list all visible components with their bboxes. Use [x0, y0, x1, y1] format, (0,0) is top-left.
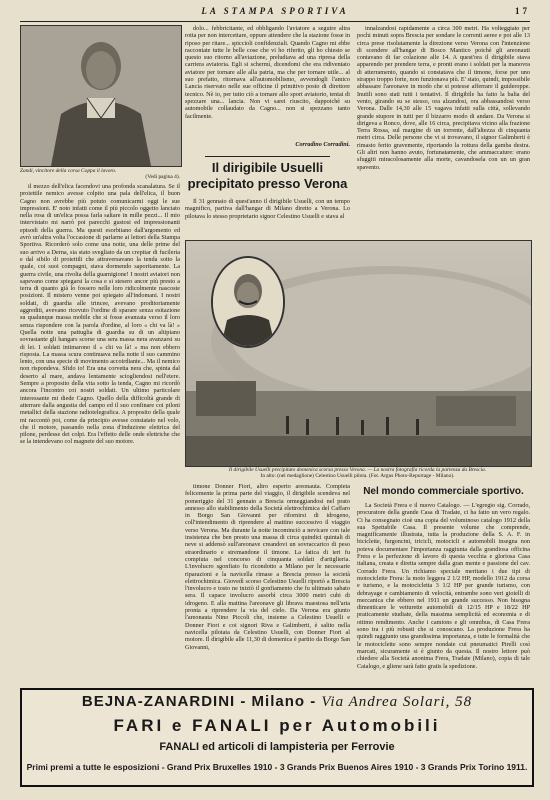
- ad-awards-line: Primi premi a tutte le esposizioni - Grand Prix Bruxelles 1910 - 3 Grands Prix Buenos Aires 1910 - 3 Grands Prix Torino 1911.: [26, 762, 528, 772]
- lamp-advertisement: [20, 688, 534, 787]
- zandi-caption: Zandi, vincitore della corsa Coppa il lavoro.: [20, 168, 117, 174]
- column-1-text: [20, 183, 180, 681]
- column-2-lower-text: [185, 483, 350, 681]
- airship-caption-credit: In alto: (nel medaglione) Celestino Usuelli pilota. (Fot. Argus Photo-Reportage - Milano).: [260, 473, 455, 479]
- section-divider: [205, 156, 330, 157]
- article-intro-text: [185, 198, 350, 236]
- ad-subline: FANALI ed articoli di lampisteria per Ferrovie: [159, 741, 395, 753]
- pilot-medallion: [211, 256, 285, 348]
- column-2-lower-paragraph: timone Donner Fiori, altro esperto areonauta. Compieta felicemente la prima parte del viaggio, il dirigibile scendeva nel pomeriggio del 31 gennaio a Brescia ormeggiandosi nel prato annesso allo stabilimento della Società elettrochimica del Caffaro in Borgo San Giovanni per rifornirsi di idrogeno, coll'intendimento di riprendere al mattino successivo il viaggio verso Verona. Ma durante la notte incominciò a nevicare con tale insistenza che ben presto una massa di circa quindici quintali di neve si addensò sull'areonave creandovi un sovraccarico di peso straordinario e stremandone il timone. La fatica di ieri fu compiuta nel concorso di cinquanta soldati d'artiglieria. L'involucro sgonfiato fu ricondotto a Milano per le necessarie riparazioni e la navicella rimase a Brescia presso la società elettrochimica. Giovedì scorso Celestino Usuelli riportò a Brescia l'involucro e tosto ne iniziò il gonfiamento che fu ultimato sabato sera. Il capace involucro assorbì circa 3000 metri cubi di idrogeno. E alla mattina l'areonave gli librava maestosa nell'aria pronta a riprendere la via del cielo. Da Verona era giunto l'areonauta Nino Piccoli che, insieme a Celestino Usuelli e Donner Fiori e coi signori Riva e Galimberti, è salito nella navicella pilotata da Celestino Usuelli, con Donner Fiori al motore. Il dirigibile alle 11,30 di domenica è partito da Borgo San Giovanni,: [185, 483, 350, 651]
- cyclist-portrait-image: [21, 26, 181, 166]
- zandi-caption-ref: (Vedi pagina 4).: [145, 174, 180, 180]
- masthead-title: LA STAMPA SPORTIVA: [201, 6, 349, 16]
- column-3-paragraph: innalzandosi rapidamente a circa 300 metri. Ha volteggiato per pochi minuti sopra Brescia per sondare le correnti aeree e poi alle 13 circa prese risolutamente la direzione verso Verona con l'intenzione di scendere all'hangar di Bosco Mantico poichè gli areonauti contavano di far colazione alle 14. A quest'ora il dirigibile stava apparendo per prendere terra, e pronti erano i soldati per la manovra di atterramento, quando si constatava che il timone, forse per uno strappo troppo forte, non funzionava più. E' stato, quindi, impossibile abbassare l'areonave in modo che si potesse afferrare il guideroppe. Inutili sono stati tutti i tentativi. Il dirigibile ha fatto la balia del vento, girando su se stesso, ora alzandosi, ora abbassandosi verso Verona. Dalle 14,30 alle 15 vagava infatti sulla città, sollevando grande stupore in tutti per il bizzarro modo di andare. Da Verona si dirigeva a Ronco, dove, alle 16 circa, precipitava vicino alla frazione Terra Rossa, sul margine di un torrente, dall'altezza di cinquanta metri circa. Delle persone che vi si trovavano, il signor Galimberti è rimasto ferito gravemente, riportando la rottura della gamba destra. Gli altri non hanno avuto, fortunatamente, che ammaccature: erano sfuggiti miracolosamente alla morte, cavandosela con un un gran spavento.: [357, 25, 530, 171]
- commercial-section-paragraph: La Società Frera e il nuovo Catalogo. — L'egregio sig. Corrado, procuratore della grande Casa di Tradate, ci ha fatto un vero regalo. Ci ha consegnato cioè una copia del voluminoso catalogo 1912 della sua Spettabile Casa. Il presente volume che comprende, magnificamente illustrata, tutta la produzione della S. A. F. in biciclette, furgoncini, tricicli, motocicli e automobili insegna non poteva documentare l'importanza raggiunta dalla grandiosa officina Frera e la perfezione di lavoro di questa vecchia e gloriosa Casa italiana, creata e diretta sempre dalla gran mente e passione del cav. Corrado Frera. Un richiamo speciale meritano i due tipi di motociclette Frera: la moto leggera 2 1/2 HP, modello 1912 da corsa e turismo, e la motocicletta 3 1/2 HP per grande turismo, con debrayage e cambiamento di velocità, entrambe sono veri gioielli di meccanica che ebbero nel 1911 un grande successo. Non bisogna dimenticare le vetturette automobili di 12/15 HP e 18/22 HP praticamente studiate, della massima semplicità ed economia e di ottimo rendimento. Anche i camions e gli omnibus, di Casa Frera sono tra i più robusti che si conoscano. La produzione Frera ha quindi raggiunto una grandissima importanza, e tutte le formalità che le motociclette sono sempre nondate cui pneumatici Pirelli così marcati, sicuramente si è giunto da questa. Il nostro lettore può chiedere alla Società anonima Frera, Tradate (Milano), copia di tale Catalogo, e gliene sarà fatto gratis la spedizione.: [357, 502, 530, 670]
- airship-photo: [185, 240, 532, 467]
- ad-headline: FARI e FANALI per Automobili: [113, 716, 441, 735]
- airship-caption: Il dirigibile Usuelli precipitato domenica scorsa presso Verona. — La nostra fotografia ricorda la partenza da Brescia.: [228, 467, 487, 473]
- column-2-paragraph: dolo... febbricitante, ed obbligando l'aviatore a seguire altra rotta per non intercettare, oppure attendere che la stazione fosse in riposo per ritare... spiccioli confidenziali. Quando Cagno mi ebbe raccontate tutte le belle cose che vi ho riferito, gli ho chiesto se questo suo ritorno all'aviazione, preludiava ad una ripresa della carriera aviatoria. Egli si schermì, dicendomi che era ridiventato aviatore per tornare alle alla patria, ma che per tornare utile... al suo prefatto, ritornava all'automobilismo, avvendogli l'amico Lancia riservato nelle sue officine il primitivo posto di direttore tecnico. Nè io, per tutto ciò a tornare allo sport aviatorio, tentai di spezzare una... lancia. Non vi sarei riuscito, dappoichè su automobile collaudato da Cagno... non si spezzano tanto facilmente.: [185, 25, 350, 120]
- ad-brand: BEJNA-ZANARDINI - Milano -: [81, 693, 317, 710]
- column-2-text: [185, 25, 350, 141]
- page-number: 17: [515, 6, 530, 16]
- ad-brand-line: [22, 693, 532, 711]
- article-intro-paragraph: Il 31 gennaio di quest'anno il dirigibile Usuelli, con un tempo magnifico, partiva dall'hangar di Milano diretto a Verona. Lo pilotava lo stesso proprietario signor Celestino Usuelli e stava al: [185, 198, 350, 220]
- commercial-section-text: [357, 502, 530, 681]
- column-1-paragraph: il mezzo dell'elica facendovi una profonda scanalatura. Se il proiettile nemico avesse colpito una pala dell'elica, il buon Cagno non avrebbe più potuto comunicarmi oggi le sue impressioni. E' noto infatti come il più piccolo oggetto lanciato nella rosa di un'elica possa farla saltare in mille pezzi... Il mio intervistato mi narrò poi parecchi gustosi ed impressionanti episodi della guerra. Ma questi esorbitano dall'argomento ed avrò un'altra volta l'occasione di parlarne ai lettori della Stampa Sportiva. Ricorderò solo come una notte, una delle prime del suo arrivo a Derna, sia stato svegliato da un crepitar di fucileria e dal sibilo di proiettili che attraversavano la tenda sotto la quale, coi suoi compagni, stava dormendo saporitamente. La guerra civile, una rivolta della guarnigione! I nostri aviatori non sapevano come spiegarsi la cosa e si stesero ancor più presto a terra di quanto già lo fossero nelle loro ridicolmente nascoste posizioni. Il mistero venne poi spiegato all'indomani. I nostri soldati, di guardia alle trincee, avevano proditoriamente aggrediti, avevano ricevuto l'ordine di sparare senza esitazione su qualunque massa mobile che si fosse avanzata verso il loro senza rispondere con la parola d'ordine, al loro « chi va là! » Quella notte una pattuglia di guardia su di un altipiano sovrastante gli hangars scorse una sera massa nera avanzarsi su di lei. I soldati intimarono il « chi va là! » ma non ebbero risposta. La massa scura continuava nella notte il suo cammino lento, con una specie di movimento accoirdiante... Ma il nemico non rispondeva. Sfido io! Era una corvetta nera che, spinta dal deserto al mare, andava lentamente sciogliendosi nell'etere. Sempre a proposito della vita sotto la tenda, Cagno mi ricordò ancora l'incontro coi nostri soldati. Un ultimo particolare interessante mi diede Cagno. Quello della difficoltà grande di atterrare dalla angustia del campo ed il suo confinare coi piloni metallici della stazione radiotelegrafica. A proposito della quale mi raccontò poi, come da principio avesse constatato nel volo, che il motore, passando nella zona d'induzione elettrica del pilone, perdesse dei colpi. Era l'effetto delle onde elettriche che se la intendevano col magnete del suo motore.: [20, 183, 180, 446]
- pilot-portrait-image: [213, 258, 283, 346]
- author-signature: Corradino Corradini.: [295, 141, 350, 148]
- commercial-section-title: Nel mondo commerciale sportivo.: [363, 486, 524, 497]
- ad-address: Via Andrea Solari, 58: [321, 694, 473, 710]
- article-title-line-1: Il dirigibile Usuelli: [211, 160, 324, 175]
- article-title-line-2: precipitato presso Verona: [187, 176, 348, 191]
- zandi-photo: [20, 25, 182, 167]
- column-3-text: [357, 25, 530, 235]
- header-rule: [20, 21, 530, 22]
- page-header: [20, 6, 530, 18]
